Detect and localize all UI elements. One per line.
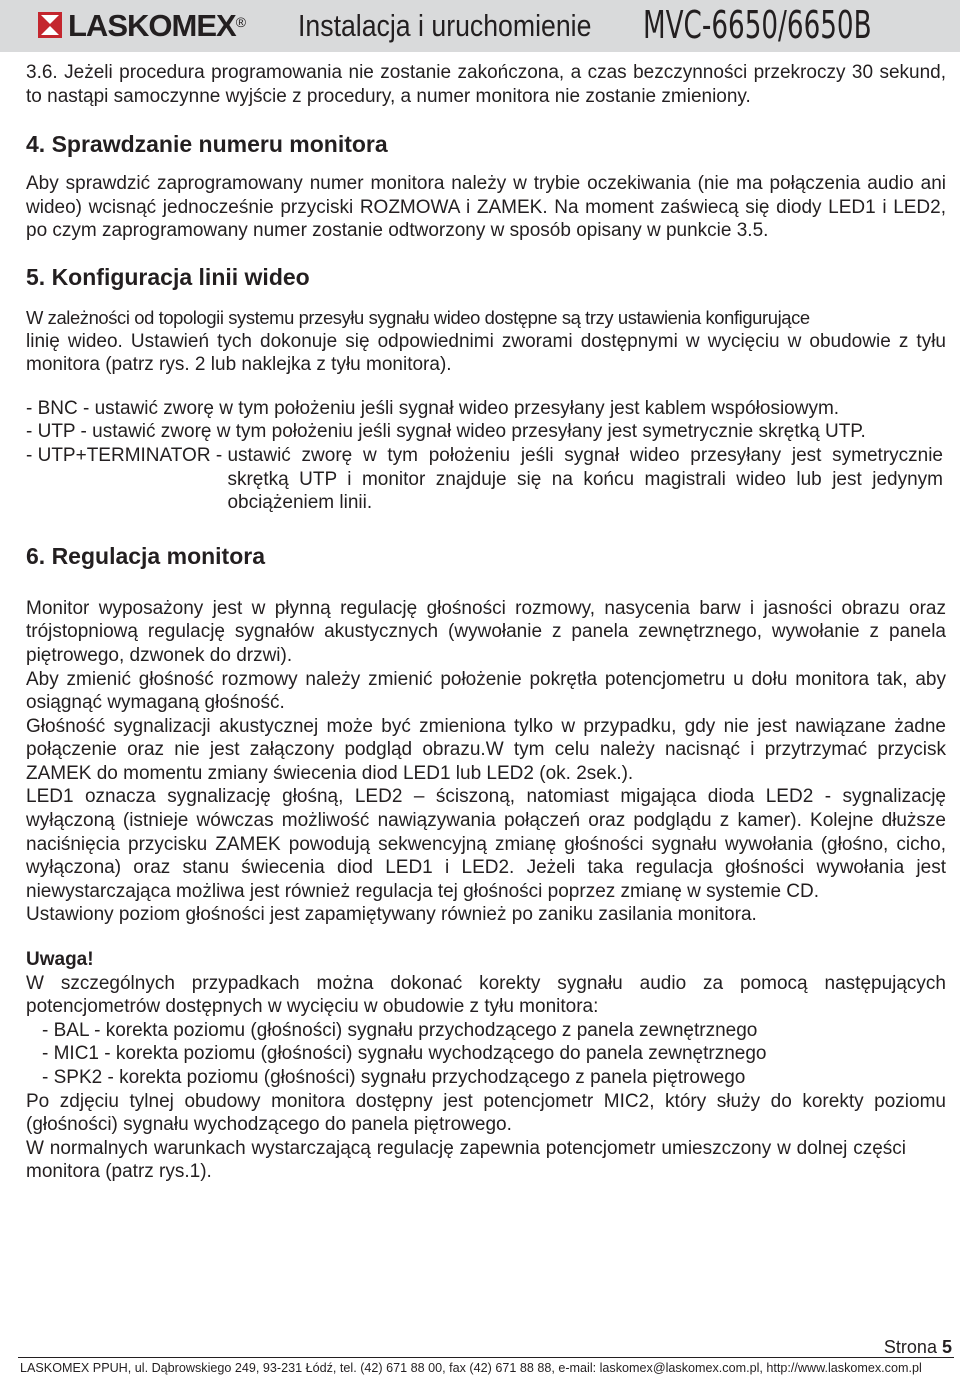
section-6-paragraph-1: Monitor wyposażony jest w płynną regulację głośności rozmowy, nasycenia barw i jasności obrazu oraz trójstopniową regulację sygnałów akustycznych (wywołanie z panela zewnętrznego, wywołanie z panela piętrowego, dzwonek do drzwi). [26,597,946,666]
section-6-paragraph-3: Głośność sygnalizacji akustycznej może być zmieniona tylko w przypadku, gdy nie jest nawiązane żadne połączenie oraz nie jest załączony podgląd obrazu.W tym celu należy nacisnąć i przytrzymać przycisk ZAMEK do momentu zmiany świecenia diod LED1 lub LED2 (ok. 2sek.). [26,715,946,784]
list-item-utp-terminator [26,444,946,515]
section-6-paragraph-4: LED1 oznacza sygnalizację głośną, LED2 – ściszoną, natomiast migająca dioda LED2 - sygnalizację wyłączoną (istnieje wówczas możliwość nawiązywania połączeń oraz podglądu z kamer). Kolejne dłuższe naciśnięcia przycisku ZAMEK powodują sekwencyjną zmianę głośności sygnału wywołania (głośno, cicho, wyłączona) oraz stanu świecenia diod LED1 i LED2. Jeżeli taka regulacja głośności wywołania jest niewystarczająca możliwa jest również regulacja tej głośności poprzez zmianę w systemie CD. [26,786,946,902]
section-5-text-line1: W zależności od topologii systemu przesyłu sygnału wideo dostępne są trzy ustawienia konfigurujące [26,306,810,328]
note-title: Uwaga! [26,949,94,971]
list-item-label: - UTP+TERMINATOR - [26,444,228,466]
list-item: - BAL - korekta poziomu (głośności) sygnału przychodzącego z panela zewnętrznego [42,1019,758,1041]
list-item-text: ustawić zworę w tym położeniu jeśli sygnał wideo przesyłany jest symetrycznie skrętką UTP i monitor znajduje się na końcu magistrali wideo lub jest jedynym obciążeniem linii. [227,444,943,514]
list-item-label: - UTP - [26,421,93,443]
section-5-text: linię wideo. Ustawień tych dokonuje się odpowiednimi zworami dostępnymi w wycięciu w obudowie z tyłu monitora (patrz rys. 2 lub naklejka z tyłu monitora). [26,330,946,376]
section-5-heading: 5. Konfiguracja linii wideo [26,263,310,290]
list-item: - SPK2 - korekta poziomu (głośności) sygnału przychodzącego z panela piętrowego [42,1067,746,1088]
list-item-utp [26,420,946,444]
model-number: MVC-6650/6650B [643,3,872,47]
section-3-6-text: 3.6. Jeżeli procedura programowania nie zostanie zakończona, a czas bezczynności przekroczy 30 sekund, to nastąpi samoczynne wyjście z procedury, a numer monitora nie zostanie zmieniony. [26,62,946,107]
document-body [26,60,946,1184]
logo-wordmark: LASKOMEX® [68,8,247,43]
list-item-label: - BNC - [26,397,95,419]
note-paragraph-1: Po zdjęciu tylnej obudowy monitora dostępny jest potencjometr MIC2, który służy do korekty poziomu (głośności) sygnału wychodzącego do panela piętrowego. [26,1090,946,1136]
section-6-paragraph-5: Ustawiony poziom głośności jest zapamiętywany również po zaniku zasilania monitora. [26,904,757,926]
potentiometer-list [26,1019,946,1090]
section-4-text: Aby sprawdzić zaprogramowany numer monitora należy w trybie oczekiwania (nie ma połączenia audio ani wideo) wcisnąć jednocześnie przyciski ROZMOWA i ZAMEK. Na moment zaświecą się diody LED1 i LED2, po czym zaprogramowany numer zostanie odtworzony w sposób opisany w punkcie 3.5. [26,173,946,242]
note-intro: W szczególnych przypadkach można dokonać korekty sygnału audio za pomocą następujących potencjometrów dostępnych w wycięciu w obudowie z tyłu monitora: [26,972,946,1018]
list-item-bnc [26,397,946,421]
footer-divider [18,1357,954,1358]
footer-contact: LASKOMEX PPUH, ul. Dąbrowskiego 249, 93-231 Łódź, tel. (42) 671 88 00, fax (42) 671 88 88, e-mail: laskomex@laskomex.com.pl, http://www.laskomex.com.pl [20,1361,922,1375]
page-header [0,0,960,52]
document-title: Instalacja i uruchomienie [298,8,592,43]
page-number: Strona 5 [883,1337,952,1357]
laskomex-logo-mark-icon [38,12,62,38]
list-item: - MIC1 - korekta poziomu (głośności) sygnału wychodzącego do panela zewnętrznego [42,1043,767,1065]
section-6-paragraph-2: Aby zmienić głośność rozmowy należy zmienić położenie pokrętła potencjometru u dołu monitora tak, aby osiągnąć wymaganą głośność. [26,668,946,714]
jumper-settings-list [26,397,946,515]
list-item-text: ustawić zworę w tym położeniu jeśli sygnał wideo przesyłany jest symetrycznie skrętką UTP. [92,421,866,443]
section-6-heading: 6. Regulacja monitora [26,542,266,569]
note-paragraph-2: W normalnych warunkach wystarczającą regulację zapewnia potencjometr umieszczony w dolnej części monitora (patrz rys.1). [26,1137,906,1183]
section-4-heading: 4. Sprawdzanie numeru monitora [26,131,388,158]
list-item-text: ustawić zworę w tym położeniu jeśli sygnał wideo przesyłany jest kablem współosiowym. [94,397,840,419]
